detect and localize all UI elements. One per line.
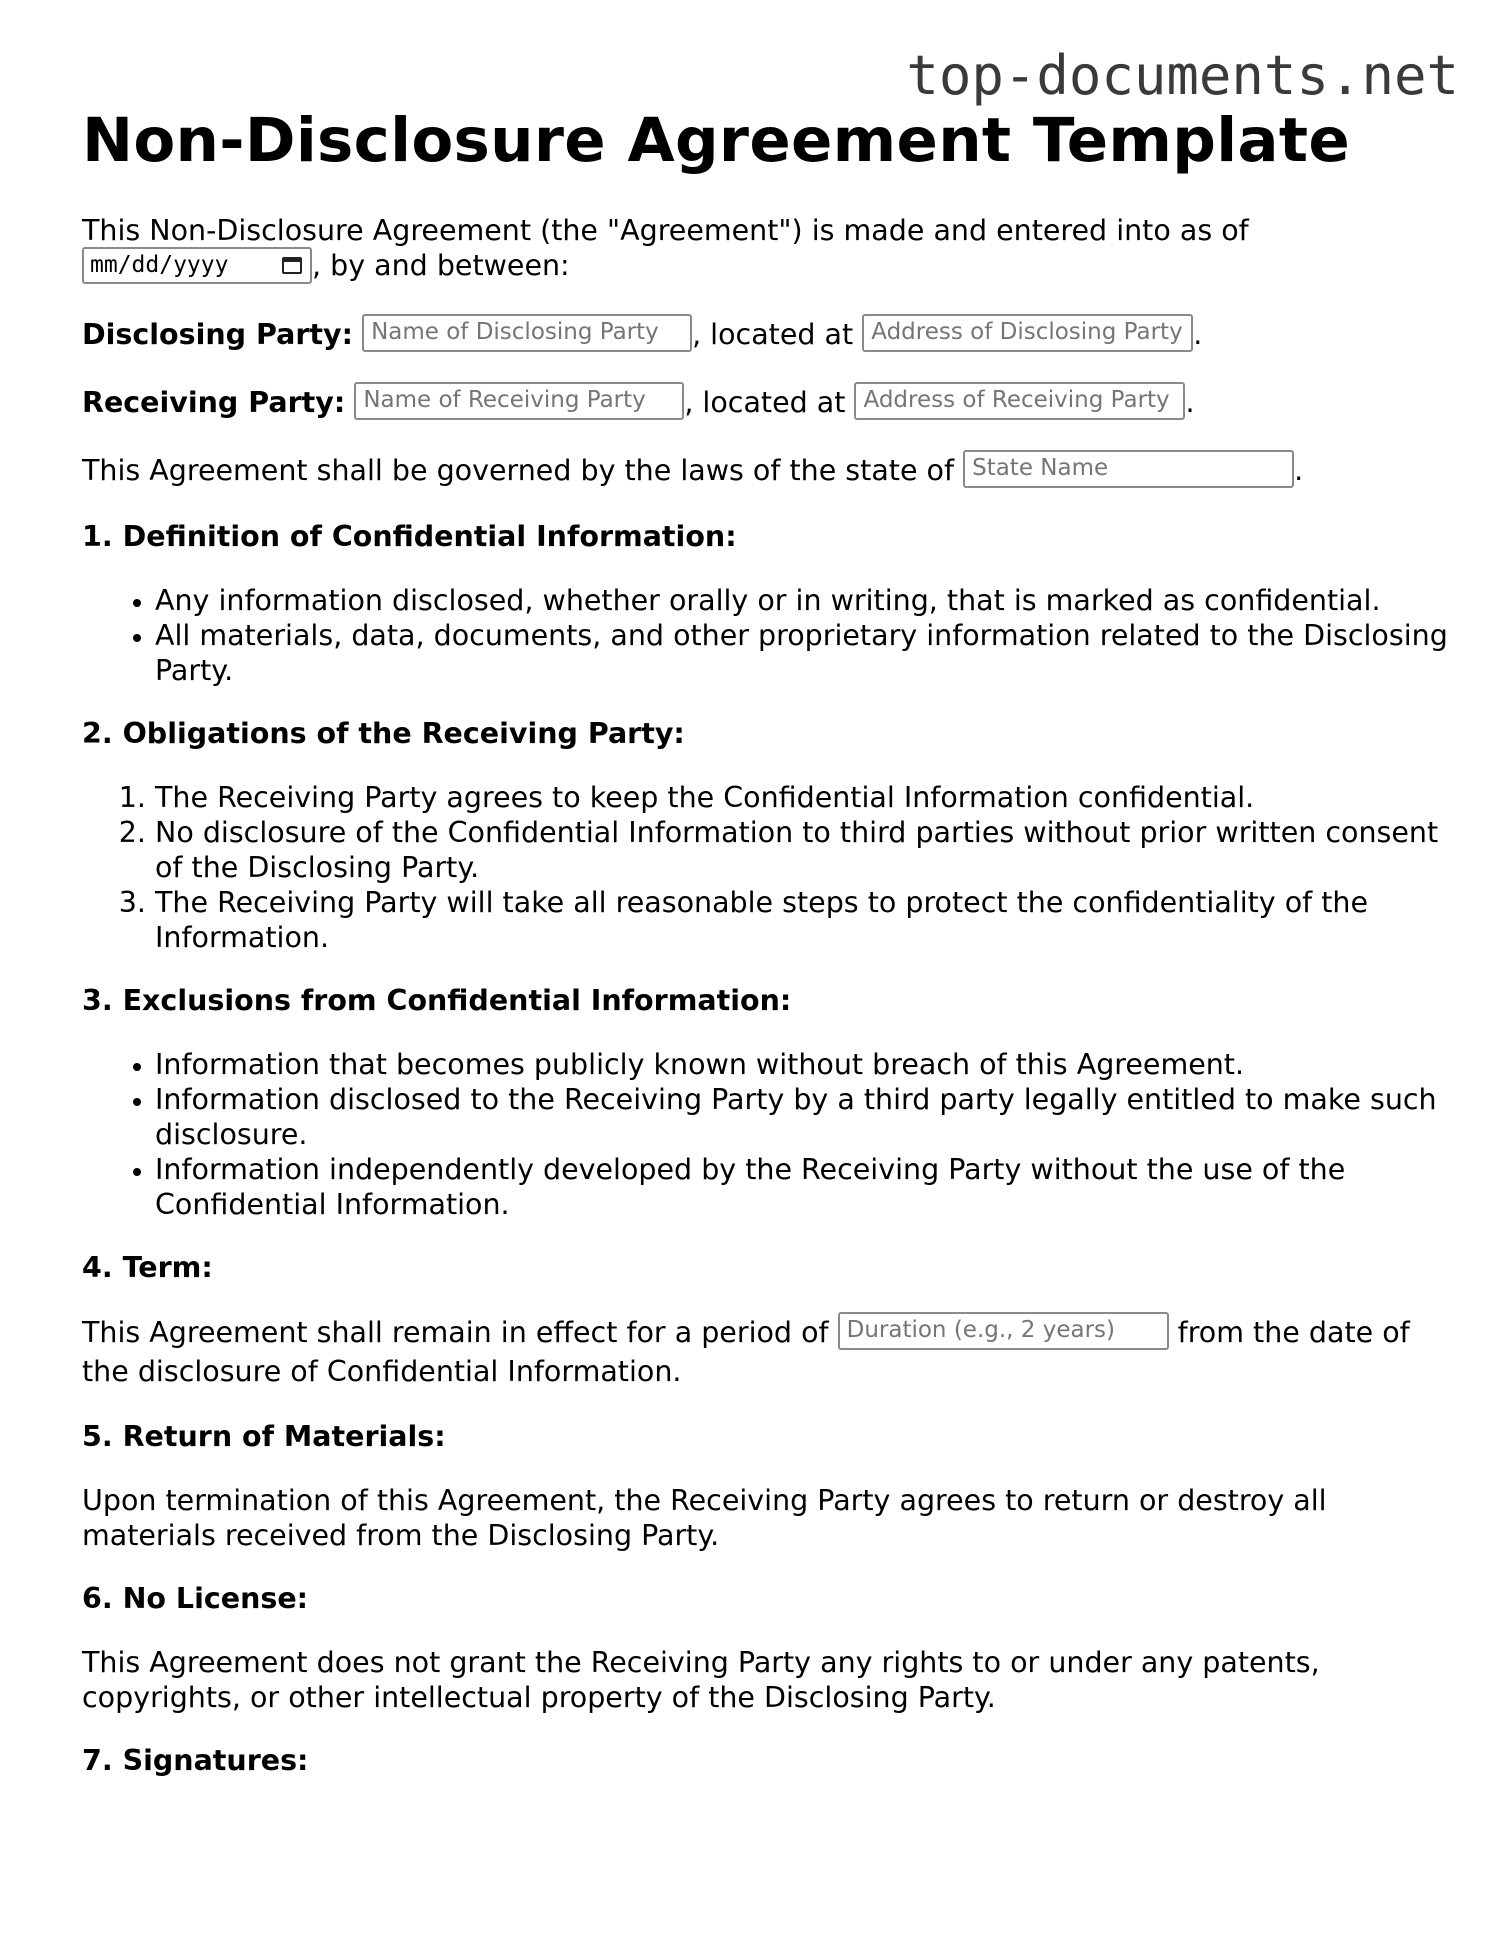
calendar-icon[interactable] (282, 257, 302, 274)
section-2-heading: 2. Obligations of the Receiving Party: (82, 716, 685, 750)
document-page (82, 105, 1452, 1778)
receiving-party-line (82, 383, 1452, 423)
list-item: • Information disclosed to the Receiving Party by a third party legally entitled to make such disclosure. (155, 1082, 1452, 1152)
disclosing-party-name-input[interactable]: Name of Disclosing Party (362, 314, 692, 352)
term-text-after: from the date of the disclosure of Confidential Information. (82, 1315, 1410, 1388)
receiving-end-text: . (1185, 385, 1195, 419)
section-1-list (82, 583, 1452, 688)
receiving-party-name-input[interactable]: Name of Receiving Party (354, 382, 684, 420)
governing-law-line (82, 451, 1452, 491)
intro-after-text: , by and between: (312, 249, 570, 282)
date-placeholder: mm/dd/yyyy (90, 251, 229, 278)
section-4-heading: 4. Term: (82, 1250, 213, 1284)
disclosing-party-label: Disclosing Party: (82, 317, 353, 351)
receiving-party-label: Receiving Party: (82, 385, 346, 419)
list-item: • Any information disclosed, whether orally or in writing, that is marked as confidential. (155, 583, 1452, 618)
disclosing-end-text: . (1193, 317, 1203, 351)
disclosing-located-text: , located at (692, 317, 854, 351)
section-5-text: Upon termination of this Agreement, the Receiving Party agrees to return or destroy all materials received from the Disclosing Party. (82, 1483, 1327, 1552)
disclosing-party-line (82, 315, 1452, 355)
term-paragraph (82, 1314, 1452, 1391)
section-6-text: This Agreement does not grant the Receiving Party any rights to or under any patents, copyrights, or other intellectual property of the Disclosing Party. (82, 1645, 1320, 1714)
list-item: 2. No disclosure of the Confidential Information to third parties without prior written consent of the Disclosing Party. (155, 815, 1452, 885)
intro-text: This Non-Disclosure Agreement (the "Agreement") is made and entered into as of (82, 214, 1249, 247)
section-6-heading: 6. No License: (82, 1581, 309, 1615)
section-2-list (82, 780, 1452, 955)
list-item: 1. The Receiving Party agrees to keep the Confidential Information confidential. (155, 780, 1452, 815)
section-1-heading: 1. Definition of Confidential Information: (82, 519, 737, 553)
state-name-input[interactable]: State Name (963, 450, 1294, 488)
duration-input[interactable]: Duration (e.g., 2 years) (838, 1312, 1169, 1350)
governing-text: This Agreement shall be governed by the laws of the state of (82, 453, 955, 487)
section-7-heading: 7. Signatures: (82, 1743, 309, 1777)
watermark: top-documents.net (906, 44, 1459, 107)
receiving-located-text: , located at (684, 385, 846, 419)
section-3-list (82, 1047, 1452, 1222)
section-5-heading: 5. Return of Materials: (82, 1419, 446, 1453)
list-item: 3. The Receiving Party will take all reasonable steps to protect the confidentiality of the Information. (155, 885, 1452, 955)
list-item: • Information that becomes publicly known without breach of this Agreement. (155, 1047, 1452, 1082)
term-text-before: This Agreement shall remain in effect for a period of (82, 1315, 829, 1349)
page-title: Non-Disclosure Agreement Template (82, 105, 1351, 176)
disclosing-party-address-input[interactable]: Address of Disclosing Party (862, 314, 1193, 352)
intro-paragraph (82, 213, 1452, 286)
receiving-party-address-input[interactable]: Address of Receiving Party (854, 382, 1185, 420)
list-item: • Information independently developed by the Receiving Party without the use of the Confidential Information. (155, 1152, 1452, 1222)
section-3-heading: 3. Exclusions from Confidential Information: (82, 983, 792, 1017)
list-item: • All materials, data, documents, and other proprietary information related to the Disclosing Party. (155, 618, 1452, 688)
governing-end-text: . (1294, 453, 1304, 487)
agreement-date-input[interactable] (82, 247, 312, 284)
